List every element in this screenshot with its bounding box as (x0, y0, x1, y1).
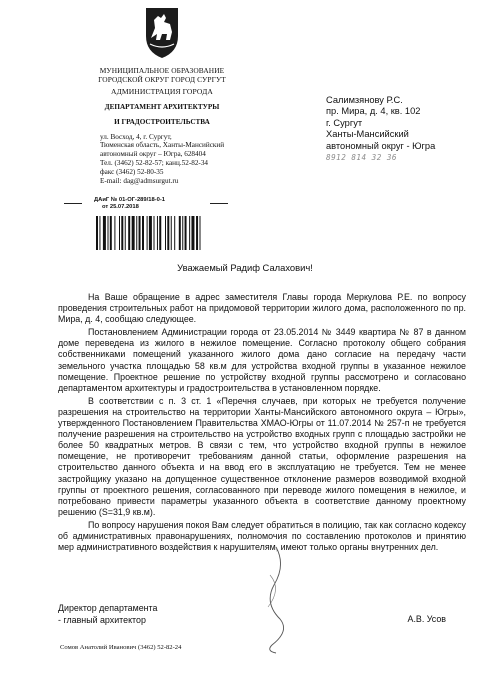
handwritten-signature-icon (246, 545, 306, 655)
address-line1: ул. Восход, 4, г. Сургут, (100, 132, 172, 141)
barcode-icon (96, 216, 228, 250)
paragraph-4: По вопросу нарушения покоя Вам следует обратиться в полицию, так как согласно кодексу об административных правонарушениях, полномочия по составлению протоколов и принятию мер административного воздействия к нарушителям, имеют только органы внутренних дел. (58, 519, 466, 553)
email-line: E-mail: dag@admsurgut.ru (100, 176, 179, 185)
paragraph-2: Постановлением Администрации города от 23.05.2014 № 3449 квартира № 87 в данном доме переведена из жилого в нежилое помещение. Согласно протоколу общего собрания собственниками помещений указанного жилого дома дано согласие на передачу части земельного участка площадью 58 кв.м для устройства входной группы в указанное нежилое помещение. Проектное решение по устройству входной группы рассмотрено и согласовано департаментом архитектуры и градостроительства в установленном порядке. (58, 327, 466, 393)
stamp-dash-right (210, 203, 228, 204)
signature-block (58, 603, 466, 633)
handwritten-phone: 8912 814 32 36 (326, 153, 398, 163)
city-crest-icon (142, 4, 182, 60)
phone-line: Тел. (3462) 52-82-57; канц.52-82-34 (100, 159, 209, 167)
stamp-text (94, 197, 165, 211)
recipient-city: г. Сургут (326, 117, 363, 128)
letterhead-address (62, 133, 262, 186)
letterhead-org-line2: ГОРОДСКОЙ ОКРУГ ГОРОД СУРГУТ (98, 75, 226, 85)
letterhead-org-line1: МУНИЦИПАЛЬНОЕ ОБРАЗОВАНИЕ (99, 66, 225, 75)
address-line2: Тюменская область, Ханты-Мансийский (100, 141, 225, 150)
fax-line: факс (3462) 52-80-35 (100, 167, 164, 176)
registration-stamp (64, 197, 234, 253)
paragraph-1: На Ваше обращение в адрес заместителя Главы города Меркулова Р.Е. по вопросу проведения строительных работ на придомовой территории жилого дома, расположенного по пр. Мира, д. 4, сообщаю следующее. (58, 292, 466, 325)
stamp-reg-date: от 25.07.2018 (102, 204, 139, 210)
address-line3: автономный округ – Югра, 628404 (100, 150, 206, 159)
letter-body (58, 292, 466, 555)
recipient-street: пр. Мира, д. 4, кв. 102 (326, 106, 421, 117)
recipient-region-line2: автономный округ - Югра (326, 140, 436, 151)
executor-info: Сомов Анатолий Иванович (3462) 52-82-24 (60, 644, 182, 651)
recipient-block (326, 95, 486, 163)
paragraph-3: В соответствии с п. 3 ст. 1 «Перечня случаев, при которых не требуется получение разрешения на строительство на территории Ханты-Мансийского автономного округа – Югры», утвержденного Постановлением Правительства ХМАО-Югры от 11.07.2014 № 257-п не требуется получение разрешения на строительство на устройство входных групп с площадью застройки не более 50 квадратных метров. В связи с тем, что устройство входной группы в нежилое помещение, не противоречит требованиям данной статьи, оформление разрешения на строительство данного объекта и на ввод его в эксплуатацию не требуется. Тем не менее застройщику указано на допущенное существенное отклонение размеров возводимой входной группы от проектного решения, согласованного при переводе жилого помещения в нежилое, и потребовано привести параметры указанного объекта в соответствие данному проектному решению (S=31,9 кв.м). (58, 395, 466, 517)
signature-position-line2: - главный архитектор (58, 614, 146, 625)
recipient-region-line1: Ханты-Мансийский (326, 129, 409, 140)
stamp-dash-left (64, 203, 82, 204)
letterhead-admin: АДМИНИСТРАЦИЯ ГОРОДА (110, 87, 213, 97)
letterhead (62, 4, 262, 185)
salutation: Уважаемый Радиф Салахович! (177, 262, 313, 273)
recipient-name: Салимзянову Р.С. (326, 95, 403, 105)
stamp-reg-number: ДАиГ № 01-ОГ-289/18-0-1 (94, 197, 165, 203)
signature-position-line1: Директор департамента (58, 603, 158, 613)
signature-name: А.В. Усов (407, 614, 446, 624)
letterhead-dept-line1: ДЕПАРТАМЕНТ АРХИТЕКТУРЫ (104, 102, 220, 111)
letterhead-dept-line2: И ГРАДОСТРОИТЕЛЬСТВА (114, 117, 210, 126)
